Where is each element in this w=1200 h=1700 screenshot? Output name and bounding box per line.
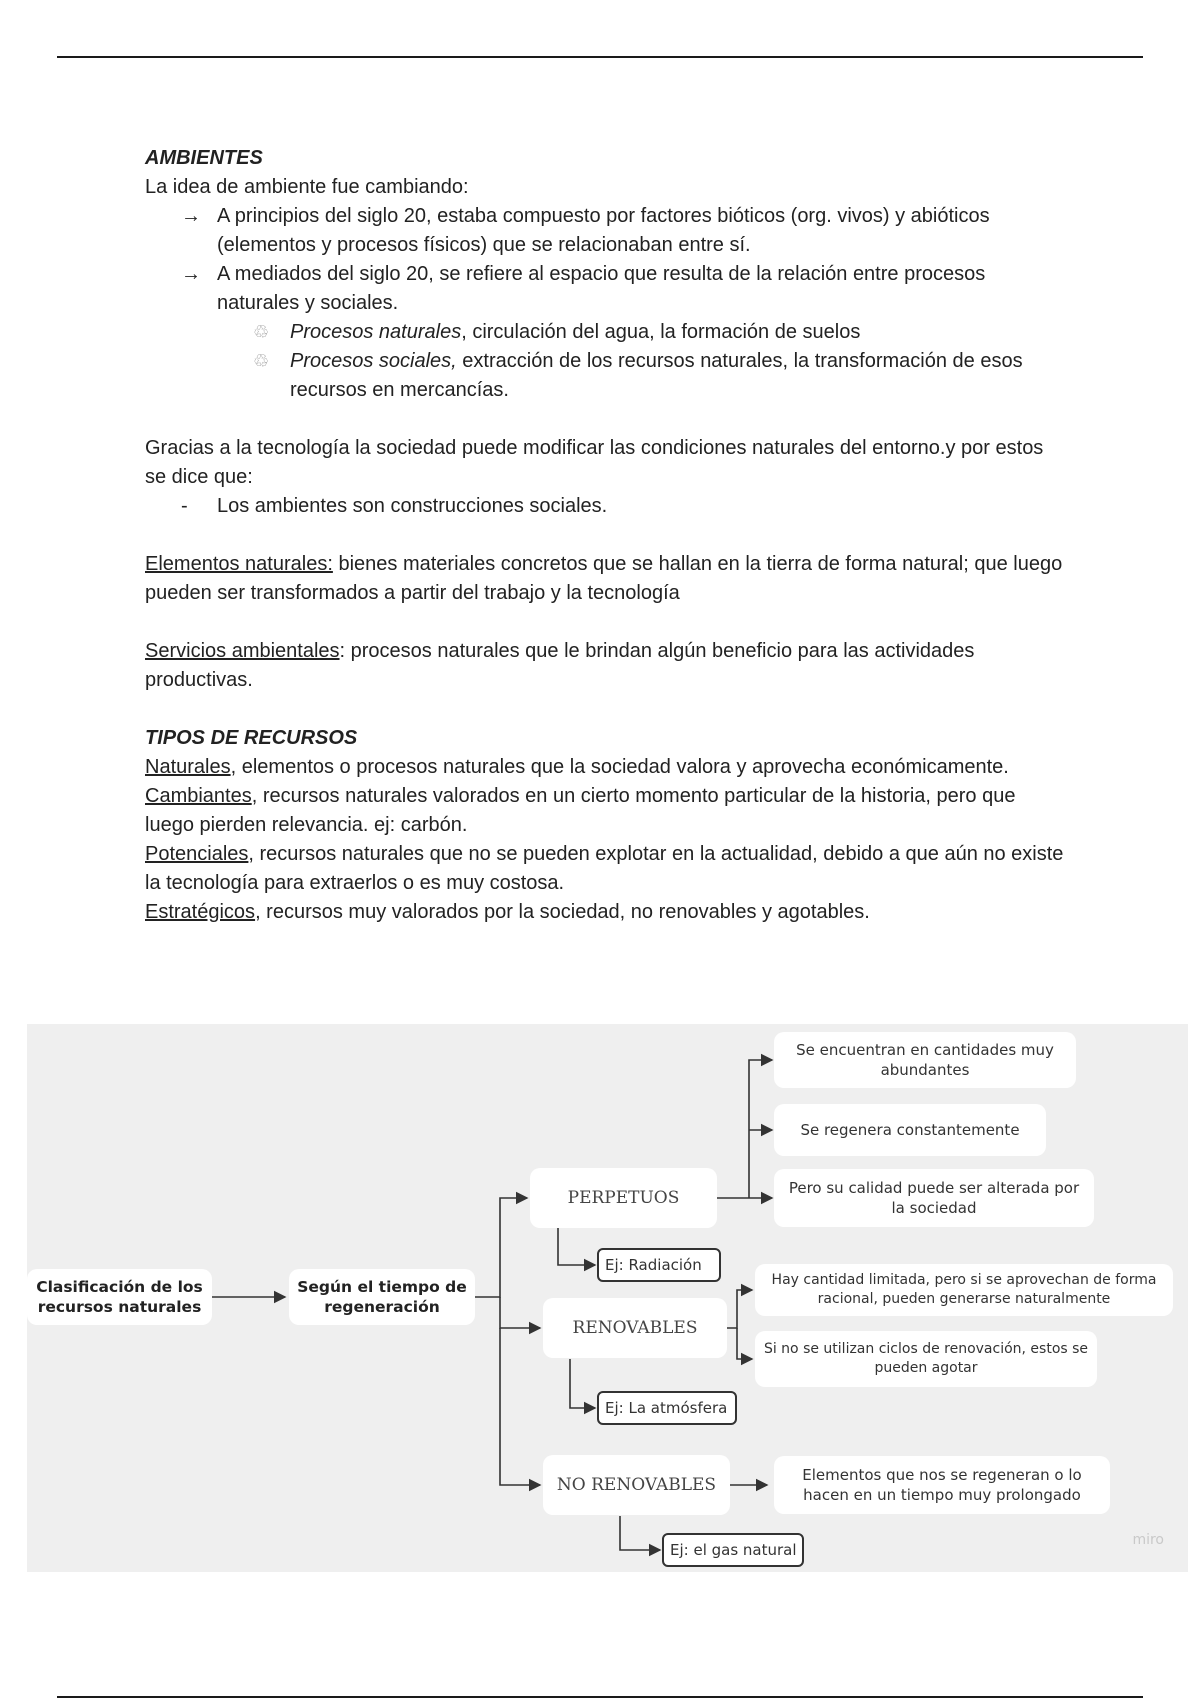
sub-list-item: ♲ Procesos naturales, circulación del agua, la formación de suelos: [145, 318, 1065, 347]
classification-diagram: [27, 1024, 1188, 1572]
recycle-icon: ♲: [253, 322, 270, 342]
ambientes-intro: La idea de ambiente fue cambiando:: [145, 176, 469, 198]
section-heading-tipos: TIPOS DE RECURSOS: [145, 727, 358, 749]
dash-bullet: -: [181, 495, 188, 517]
example-renovables: Ej: La atmósfera: [597, 1391, 737, 1425]
connector-branch: [475, 1198, 527, 1297]
sub-list-item: ♲ Procesos sociales, extracción de los recursos naturales, la transformación de esos recursos en mercancías.: [145, 347, 1065, 405]
perpetuos-detail-2: Se regenera constantemente: [774, 1104, 1046, 1156]
recycle-icon: ♲: [253, 351, 270, 371]
top-rule: [57, 56, 1143, 58]
tecnologia-paragraph: Gracias a la tecnología la sociedad puede modificar las condiciones naturales del entorno.y por estos se dice que:: [145, 437, 1044, 488]
elementos-naturales-definition: Elementos naturales: bienes materiales concretos que se hallan en la tierra de forma natural; que luego pueden ser transformados a partir del trabajo y la tecnología: [145, 553, 1063, 604]
miro-watermark: miro: [1132, 1532, 1164, 1548]
example-perpetuos: Ej: Radiación: [597, 1248, 721, 1282]
renovables-detail-1: Hay cantidad limitada, pero si se aprovechan de forma racional, pueden generarse naturalmente: [755, 1264, 1173, 1316]
connector-renovables: [727, 1290, 752, 1328]
diagram-root-node: Clasificación de los recursos naturales: [27, 1269, 212, 1325]
list-item: → A mediados del siglo 20, se refiere al espacio que resulta de la relación entre procesos naturales y sociales.: [145, 260, 1065, 318]
diagram-criterion-node: Según el tiempo de regeneración: [289, 1269, 475, 1325]
definition-potenciales: Potenciales, recursos naturales que no se pueden explotar en la actualidad, debido a que aún no existe la tecnología para extraerlos o es muy costosa.: [145, 843, 1064, 894]
document-body: [145, 144, 1065, 927]
list-item: → A principios del siglo 20, estaba compuesto por factores bióticos (org. vivos) y abióticos (elementos y procesos físicos) que se relacionaban entre sí.: [145, 202, 1065, 260]
renovables-detail-2: Si no se utilizan ciclos de renovación, estos se pueden agotar: [755, 1331, 1097, 1387]
list-item: - Los ambientes son construcciones sociales.: [145, 492, 1065, 521]
bottom-rule: [57, 1696, 1143, 1698]
arrow-icon: →: [181, 205, 201, 227]
no-renovables-node: NO RENOVABLES: [543, 1455, 730, 1515]
perpetuos-detail-3: Pero su calidad puede ser alterada por la sociedad: [774, 1169, 1094, 1227]
definition-estrategicos: Estratégicos, recursos muy valorados por la sociedad, no renovables y agotables.: [145, 901, 870, 923]
renovables-node: RENOVABLES: [543, 1298, 727, 1358]
perpetuos-detail-1: Se encuentran en cantidades muy abundantes: [774, 1032, 1076, 1088]
definition-cambiantes: Cambiantes, recursos naturales valorados en un cierto momento particular de la historia, pero que luego pierden relevancia. ej: carbón.: [145, 785, 1016, 836]
arrow-icon: →: [181, 263, 201, 285]
servicios-ambientales-definition: Servicios ambientales: procesos naturales que le brindan algún beneficio para las actividades productivas.: [145, 640, 975, 691]
example-no-renovables: Ej: el gas natural: [662, 1533, 804, 1567]
perpetuos-node: PERPETUOS: [530, 1168, 717, 1228]
section-heading-ambientes: AMBIENTES: [145, 147, 263, 169]
no-renovables-detail-1: Elementos que nos se regeneran o lo hacen en un tiempo muy prolongado: [774, 1456, 1110, 1514]
definition-naturales: Naturales, elementos o procesos naturales que la sociedad valora y aprovecha económicamente.: [145, 756, 1009, 778]
